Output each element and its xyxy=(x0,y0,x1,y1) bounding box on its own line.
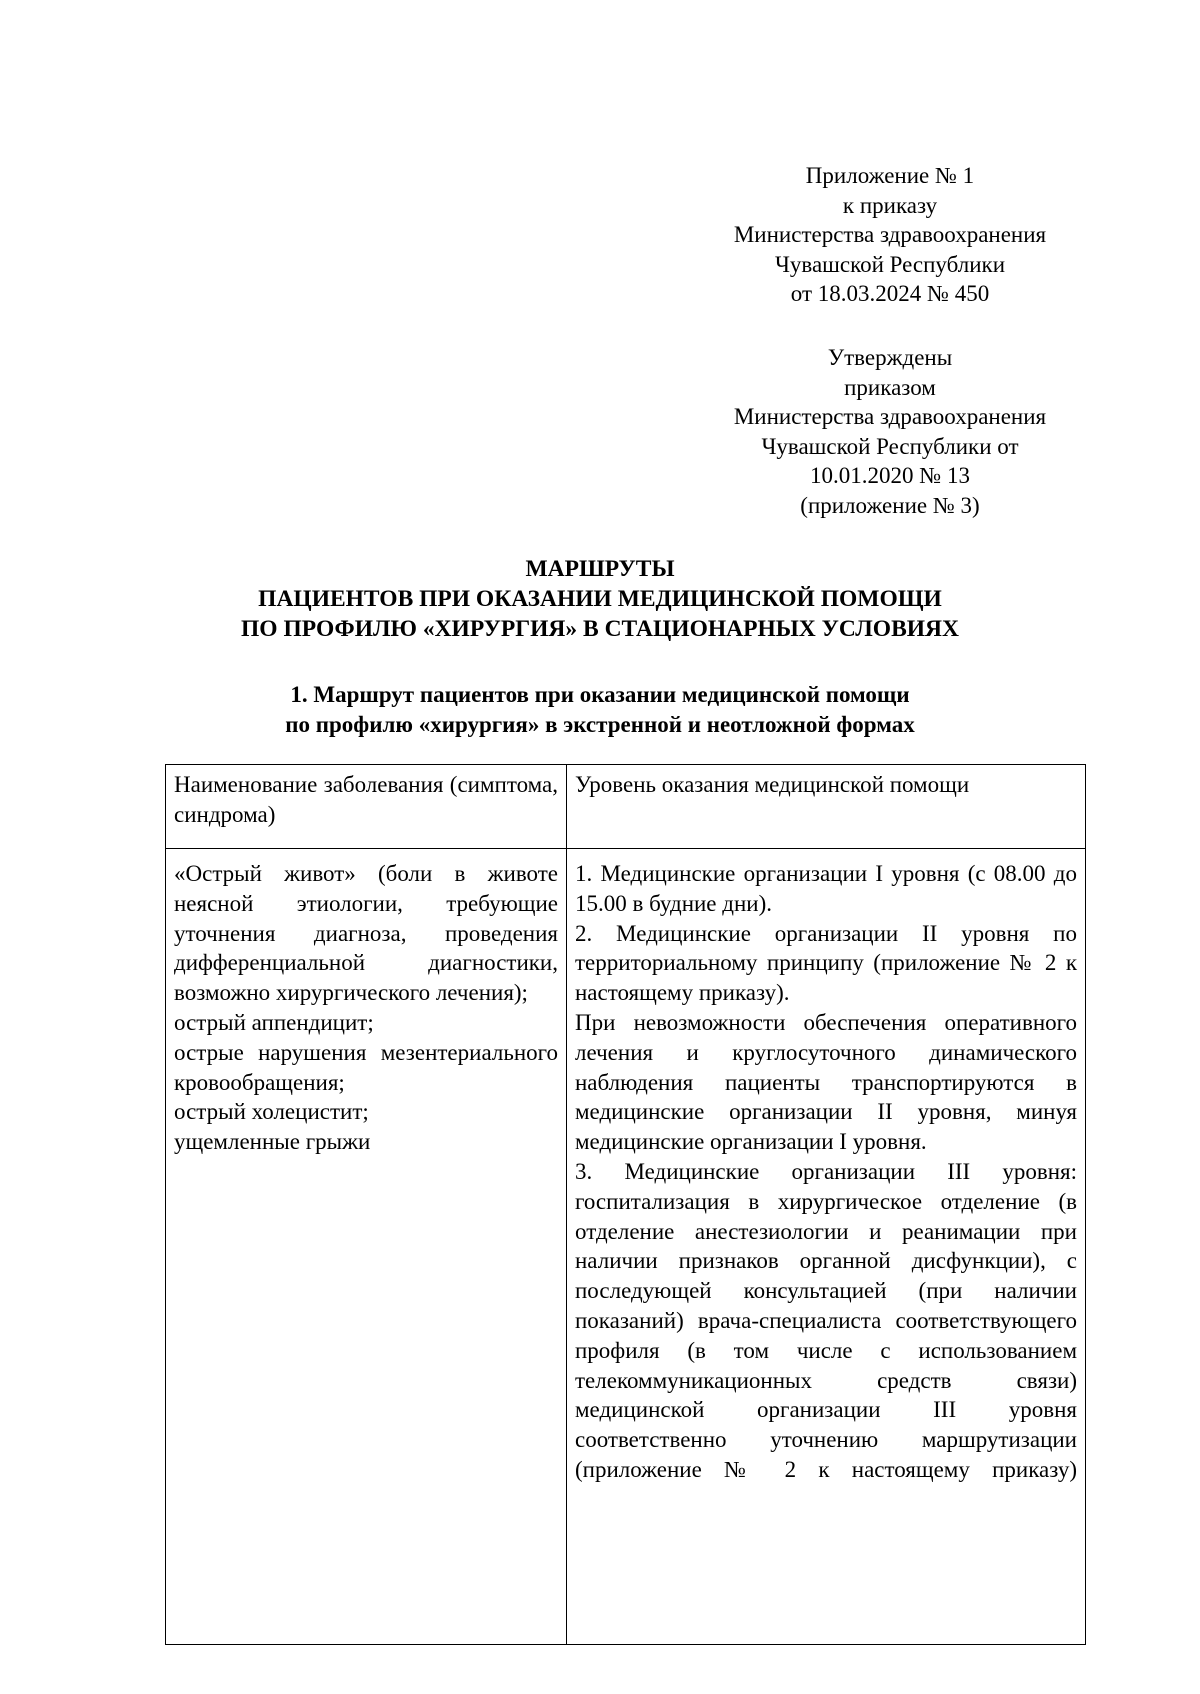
section-heading xyxy=(0,680,1200,740)
level-item-3: 3. Медицинские организации III уровня: госпитализация в хирургическое отделение (в отделение анестезиологии и реанимации при наличии признаков органной дисфункции), с последующей консультацией (при наличии показаний) врача-специалиста соответствующего профиля (в том числе с использованием телекоммуникационных средств связи) медицинской организации III уровня соответственно уточнению маршрутизации (приложение № 2 к настоящему приказу) xyxy=(575,1158,1077,1482)
appendix-header xyxy=(700,161,1080,309)
title-line-1: МАРШРУТЫ xyxy=(525,556,675,582)
disease-appendicitis: острый аппендицит; xyxy=(174,1009,374,1035)
appendix-ministry: Министерства здравоохранения xyxy=(733,222,1047,247)
routing-table xyxy=(165,764,1086,1645)
level-cell xyxy=(567,849,1086,1645)
header-level-text: Уровень оказания медицинской помощи xyxy=(575,772,970,797)
appendix-number: Приложение № 1 xyxy=(805,163,975,188)
header-cell-level xyxy=(567,765,1086,849)
approved-appendix-ref: (приложение № 3) xyxy=(800,492,980,518)
appendix-order-date: от 18.03.2024 № 450 xyxy=(790,281,990,306)
disease-mesenteric: острые нарушения мезентериального кровообращения; xyxy=(174,1039,558,1095)
level-item-1: 1. Медицинские организации I уровня (с 08.00 до 15.00 в будние дни). xyxy=(575,861,1077,916)
approved-header xyxy=(700,343,1080,520)
approved-ministry: Министерства здравоохранения xyxy=(733,404,1047,429)
disease-hernia: ущемленные грыжи xyxy=(174,1129,371,1155)
disease-cell xyxy=(166,849,567,1645)
title-line-3: ПО ПРОФИЛЮ «ХИРУРГИЯ» В СТАЦИОНАРНЫХ УСЛОВИЯХ xyxy=(241,616,959,642)
section-heading-line-2: по профилю «хирургия» в экстренной и неотложной формах xyxy=(285,712,915,737)
header-disease-text: Наименование заболевания (симптома, синдрома) xyxy=(174,772,558,827)
header-cell-disease xyxy=(166,765,567,849)
appendix-order-ref: к приказу xyxy=(842,192,938,218)
approved-label: Утверждены xyxy=(827,345,953,370)
approved-republic: Чувашской Республики от xyxy=(761,433,1019,459)
table-header-row xyxy=(166,765,1086,849)
table-row xyxy=(166,849,1086,1645)
approved-order-word: приказом xyxy=(844,374,936,400)
disease-cholecystitis: острый холецистит; xyxy=(174,1099,369,1125)
section-heading-line-1: 1. Маршрут пациентов при оказании медицинской помощи xyxy=(290,682,910,707)
document-title xyxy=(0,554,1200,644)
level-item-2: 2. Медицинские организации II уровня по территориальному принципу (приложение № 2 к настоящему приказу). xyxy=(575,920,1077,1006)
level-item-2-note: При невозможности обеспечения оперативного лечения и круглосуточного динамического наблюдения пациенты транспортируются в медицинские организации II уровня, минуя медицинские организации I уровня. xyxy=(575,1009,1077,1155)
appendix-republic: Чувашской Республики xyxy=(774,251,1006,277)
disease-acute-abdomen: «Острый живот» (боли в животе неясной этиологии, требующие уточнения диагноза, проведения дифференциальной диагностики, возможно хирургического лечения); xyxy=(174,861,558,1006)
approved-order-date: 10.01.2020 № 13 xyxy=(810,463,970,488)
title-line-2: ПАЦИЕНТОВ ПРИ ОКАЗАНИИ МЕДИЦИНСКОЙ ПОМОЩИ xyxy=(258,586,942,612)
